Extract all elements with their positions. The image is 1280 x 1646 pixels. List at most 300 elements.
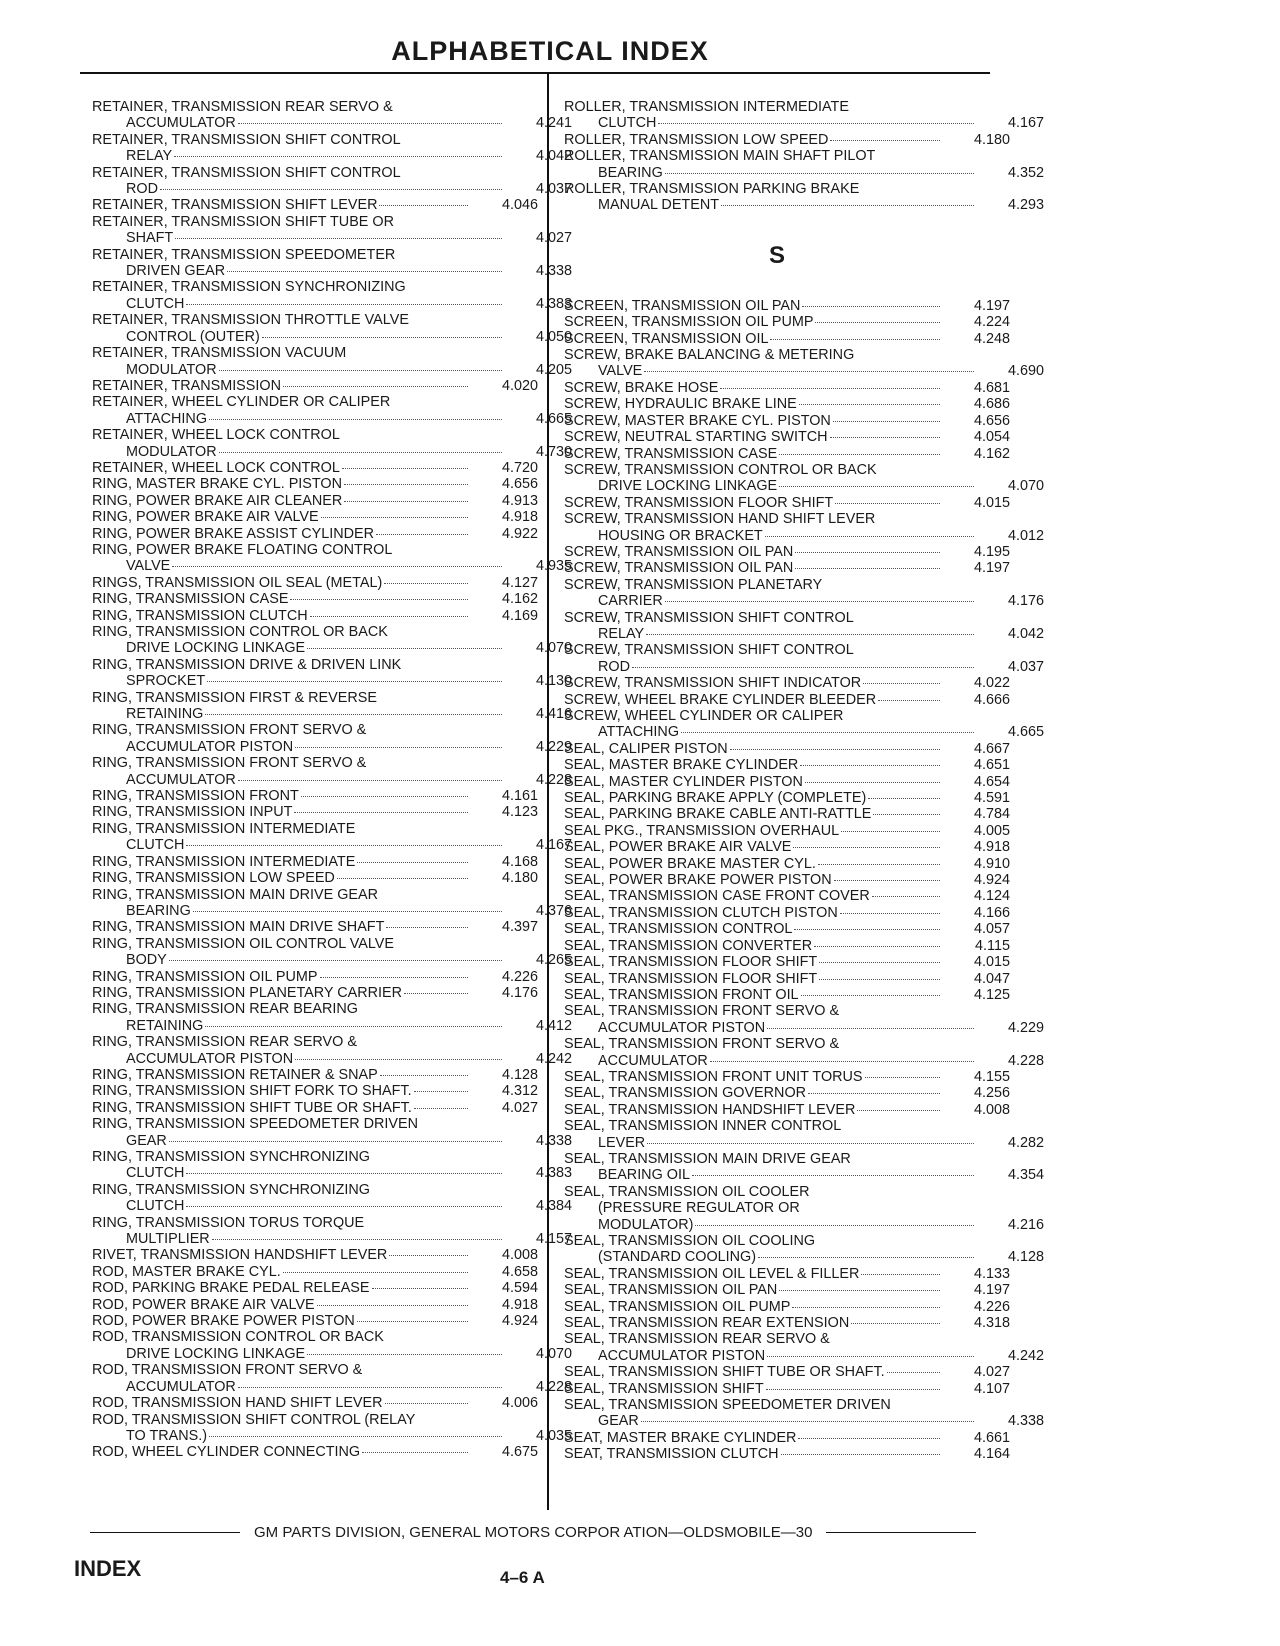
index-entry-text: SCREW, TRANSMISSION HAND SHIFT LEVER xyxy=(564,511,876,528)
index-entry xyxy=(564,938,1010,954)
index-entry-text: BODY xyxy=(126,952,167,969)
leader-dots xyxy=(730,748,940,750)
index-entry xyxy=(564,1069,1010,1085)
index-entry-text: ROD, PARKING BRAKE PEDAL RELEASE xyxy=(92,1280,370,1297)
index-entry xyxy=(92,608,538,624)
index-entry-text: RING, TRANSMISSION INPUT xyxy=(92,804,293,821)
index-entry-text: GEAR xyxy=(598,1413,639,1430)
index-entry-text: RETAINER, TRANSMISSION REAR SERVO & xyxy=(92,99,393,115)
leader-dots xyxy=(758,1256,974,1258)
footer xyxy=(90,1524,1010,1541)
index-entry-page: 4.681 xyxy=(973,379,1010,396)
index-entry-text: SEAL, TRANSMISSION FRONT UNIT TORUS xyxy=(564,1068,863,1085)
index-entry-text: ROLLER, TRANSMISSION LOW SPEED xyxy=(564,131,829,148)
index-entry xyxy=(564,971,1010,987)
leader-dots xyxy=(794,928,940,930)
index-entry-text: SCREW, NEUTRAL STARTING SWITCH xyxy=(564,429,828,446)
index-entry-page: 4.665 xyxy=(1007,724,1044,741)
index-entry xyxy=(564,495,1010,511)
index-entry-page: 4.228 xyxy=(535,771,572,788)
index-entry-text: SCREW, TRANSMISSION OIL PAN xyxy=(564,560,794,577)
index-entry-page: 4.242 xyxy=(535,1050,572,1067)
index-entry-page: 4.354 xyxy=(1007,1167,1044,1184)
leader-dots xyxy=(317,1304,468,1306)
index-entry-page: 4.338 xyxy=(535,263,572,280)
leader-dots xyxy=(830,436,940,438)
leader-dots xyxy=(658,122,974,124)
leader-dots xyxy=(238,122,502,124)
leader-dots xyxy=(295,1058,502,1060)
leader-dots xyxy=(647,1142,974,1144)
index-entry-page: 4.180 xyxy=(973,131,1010,148)
index-entry-page: 4.070 xyxy=(1007,478,1044,495)
index-entry-page: 4.913 xyxy=(501,492,538,509)
index-entry-text: DRIVEN GEAR xyxy=(126,263,226,280)
index-entry-page: 4.654 xyxy=(973,773,1010,790)
index-column-right xyxy=(564,99,1044,1463)
index-entry-page: 4.784 xyxy=(973,806,1010,823)
leader-dots xyxy=(186,303,502,305)
leader-dots xyxy=(795,551,940,553)
leader-dots xyxy=(307,1353,502,1355)
index-entry xyxy=(92,1329,572,1362)
index-entry xyxy=(564,429,1010,445)
index-entry-text: ROD, TRANSMISSION SHIFT CONTROL (RELAY xyxy=(92,1411,416,1428)
index-entry xyxy=(564,446,1010,462)
leader-dots xyxy=(372,1287,468,1289)
leader-dots xyxy=(840,912,940,914)
index-entry-text: RING, POWER BRAKE ASSIST CYLINDER xyxy=(92,525,375,542)
index-entry-page: 4.027 xyxy=(973,1364,1010,1381)
index-entry-page: 4.128 xyxy=(1007,1249,1044,1266)
index-entry-text: DRIVE LOCKING LINKAGE xyxy=(126,1345,306,1362)
index-entry-page: 4.050 xyxy=(535,328,572,345)
index-entry-page: 4.027 xyxy=(501,1099,538,1116)
leader-dots xyxy=(337,877,468,879)
index-entry-page: 4.015 xyxy=(973,954,1010,971)
index-entry-page: 4.130 xyxy=(535,673,572,690)
leader-dots xyxy=(808,1092,940,1094)
footer-rule-right xyxy=(826,1532,976,1534)
index-entry xyxy=(564,692,1010,708)
index-entry-text: SEAL, TRANSMISSION OIL PUMP xyxy=(564,1298,791,1315)
index-entry xyxy=(564,132,1010,148)
index-entry-page: 4.166 xyxy=(973,904,1010,921)
index-entry-text: RING, TRANSMISSION DRIVE & DRIVEN LINK xyxy=(92,656,402,673)
index-entry-text: SEAL, TRANSMISSION FRONT SERVO & xyxy=(564,1036,840,1053)
index-entry-page: 4.918 xyxy=(501,1296,538,1313)
index-entry-text: SEAL, TRANSMISSION OIL COOLER xyxy=(564,1183,810,1200)
index-entry-text: SCREW, TRANSMISSION CASE xyxy=(564,445,778,462)
index-entry-page: 4.661 xyxy=(973,1429,1010,1446)
index-entry xyxy=(92,854,538,870)
leader-dots xyxy=(342,467,468,469)
leader-dots xyxy=(779,485,974,487)
index-entry-text: MULTIPLIER xyxy=(126,1231,210,1248)
index-entry xyxy=(564,1315,1010,1331)
index-entry-page: 4.216 xyxy=(1007,1216,1044,1233)
leader-dots xyxy=(792,1306,940,1308)
index-entry-page: 4.180 xyxy=(501,870,538,887)
index-entry-page: 4.924 xyxy=(973,872,1010,889)
index-entry xyxy=(564,1299,1010,1315)
index-entry-page: 4.162 xyxy=(501,591,538,608)
leader-dots xyxy=(695,1224,974,1226)
leader-dots xyxy=(863,682,940,684)
leader-dots xyxy=(174,155,502,157)
index-entry xyxy=(564,642,1044,675)
leader-dots xyxy=(238,779,502,781)
index-entry-page: 4.054 xyxy=(973,429,1010,446)
index-entry-text: RETAINER, TRANSMISSION SHIFT LEVER xyxy=(92,197,378,214)
index-entry-page: 4.416 xyxy=(535,706,572,723)
index-entry-page: 4.006 xyxy=(501,1395,538,1412)
index-entry xyxy=(564,1036,1044,1069)
leader-dots xyxy=(665,172,974,174)
leader-dots xyxy=(865,1076,940,1078)
index-entry xyxy=(564,856,1010,872)
index-entry-text: RING, TRANSMISSION FRONT SERVO & xyxy=(92,755,367,772)
index-entry xyxy=(92,969,538,985)
index-entry-text: SCREW, MASTER BRAKE CYL. PISTON xyxy=(564,412,831,429)
index-entry-page: 4.037 xyxy=(1007,658,1044,675)
index-entry-page: 4.123 xyxy=(501,804,538,821)
index-entry xyxy=(564,331,1010,347)
index-entry-page: 4.910 xyxy=(973,855,1010,872)
index-entry xyxy=(92,656,572,690)
index-entry-page: 4.169 xyxy=(501,607,538,624)
index-entry-page: 4.241 xyxy=(535,115,572,132)
leader-dots xyxy=(681,731,974,733)
leader-dots xyxy=(290,598,468,600)
leader-dots xyxy=(710,1060,974,1062)
index-entry xyxy=(564,708,1044,741)
index-entry-text: ATTACHING xyxy=(126,410,208,427)
leader-dots xyxy=(362,1451,468,1453)
leader-dots xyxy=(665,600,974,602)
index-entry-text: RETAINER, TRANSMISSION THROTTLE VALVE xyxy=(92,312,409,329)
index-entry-page: 4.012 xyxy=(1007,527,1044,544)
leader-dots xyxy=(357,861,468,863)
leader-dots xyxy=(169,959,502,961)
index-entry xyxy=(92,591,538,607)
index-entry-page: 4.015 xyxy=(973,494,1010,511)
index-entry-page: 4.107 xyxy=(973,1380,1010,1397)
index-entry-page: 4.020 xyxy=(501,377,538,394)
leader-dots xyxy=(781,1453,940,1455)
index-entry-text: ACCUMULATOR PISTON xyxy=(598,1019,766,1036)
leader-dots xyxy=(802,305,940,307)
index-entry-page: 4.046 xyxy=(501,197,538,214)
index-entry xyxy=(92,509,538,525)
index-entry xyxy=(564,511,1044,544)
index-entry-text: SCREW, WHEEL CYLINDER OR CALIPER xyxy=(564,708,844,724)
index-entry xyxy=(564,1381,1010,1397)
index-entry-text: SEAL, TRANSMISSION GOVERNOR xyxy=(564,1085,807,1102)
leader-dots xyxy=(238,1386,502,1388)
index-entry xyxy=(92,1083,538,1099)
index-entry-text: SEAL, TRANSMISSION FRONT SERVO & xyxy=(564,1003,840,1020)
leader-dots xyxy=(644,370,974,372)
index-entry xyxy=(564,1282,1010,1298)
leader-dots xyxy=(414,1090,468,1092)
index-entry-text: VALVE xyxy=(126,558,171,575)
index-entry-text: RING, POWER BRAKE AIR CLEANER xyxy=(92,492,343,509)
index-entry xyxy=(564,1150,1044,1184)
leader-dots xyxy=(720,387,940,389)
leader-dots xyxy=(160,188,502,190)
index-entry xyxy=(564,823,1010,839)
index-entry xyxy=(564,790,1010,806)
leader-dots xyxy=(404,992,468,994)
index-entry xyxy=(92,164,572,198)
index-entry-page: 4.667 xyxy=(973,740,1010,757)
index-entry-page: 4.167 xyxy=(535,837,572,854)
index-entry-text: RETAINER, TRANSMISSION SHIFT CONTROL xyxy=(92,164,401,181)
index-entry-text: RING, TRANSMISSION REAR BEARING xyxy=(92,1001,359,1018)
leader-dots xyxy=(805,781,940,783)
index-entry xyxy=(92,1313,538,1329)
index-entry-text: ROD, WHEEL CYLINDER CONNECTING xyxy=(92,1444,361,1461)
index-entry-text: MODULATOR xyxy=(126,443,217,460)
leader-dots xyxy=(765,535,974,537)
index-entry-text: RING, TRANSMISSION SHIFT TUBE OR SHAFT. xyxy=(92,1099,412,1116)
leader-dots xyxy=(835,502,940,504)
leader-dots xyxy=(380,1074,468,1076)
index-entry-text: CLUTCH xyxy=(126,1165,185,1182)
index-entry-page: 4.228 xyxy=(535,1378,572,1395)
index-entry-page: 4.057 xyxy=(973,921,1010,938)
index-entry-page: 4.005 xyxy=(973,822,1010,839)
index-entry-page: 4.195 xyxy=(973,543,1010,560)
leader-dots xyxy=(819,978,940,980)
index-entry-page: 4.125 xyxy=(973,986,1010,1003)
index-entry-text: SCREEN, TRANSMISSION OIL xyxy=(564,330,769,347)
index-entry-text: SEAL, POWER BRAKE MASTER CYL. xyxy=(564,855,816,872)
index-entry xyxy=(564,99,1044,132)
leader-dots xyxy=(692,1174,974,1176)
index-entry-text: SEAL, PARKING BRAKE CABLE ANTI-RATTLE xyxy=(564,806,872,823)
index-entry-text: MODULATOR xyxy=(126,361,217,378)
index-entry-text: SCREW, TRANSMISSION CONTROL OR BACK xyxy=(564,461,877,478)
index-entry-page: 4.035 xyxy=(535,1427,572,1444)
leader-dots xyxy=(851,1322,940,1324)
index-entry-page: 4.161 xyxy=(501,788,538,805)
index-entry-text: ROLLER, TRANSMISSION INTERMEDIATE xyxy=(564,99,849,115)
index-entry xyxy=(564,314,1010,330)
index-entry xyxy=(564,461,1044,495)
index-entry-text: MANUAL DETENT xyxy=(598,197,719,214)
index-entry xyxy=(92,394,572,427)
index-entry xyxy=(92,1264,538,1280)
index-entry-page: 4.115 xyxy=(975,937,1010,954)
index-entry-text: SCREW, TRANSMISSION PLANETARY xyxy=(564,576,823,593)
index-entry-text: RING, POWER BRAKE FLOATING CONTROL xyxy=(92,541,393,558)
index-entry-page: 4.133 xyxy=(973,1265,1010,1282)
index-entry-page: 4.651 xyxy=(973,757,1010,774)
index-entry-text: RING, TRANSMISSION TORUS TORQUE xyxy=(92,1214,365,1231)
index-entry-page: 4.229 xyxy=(535,738,572,755)
leader-dots xyxy=(872,895,940,897)
index-entry xyxy=(92,788,538,804)
index-entry-page: 4.197 xyxy=(973,297,1010,314)
leader-dots xyxy=(793,846,940,848)
footer-publisher-text: GM PARTS DIVISION, GENERAL MOTORS CORPOR ATION—OLDSMOBILE—30 xyxy=(254,1524,813,1541)
leader-dots xyxy=(205,713,502,715)
index-entry xyxy=(92,1444,538,1460)
leader-dots xyxy=(212,1238,502,1240)
index-entry xyxy=(564,1364,1010,1380)
index-entry-page: 4.918 xyxy=(973,839,1010,856)
index-entry-text: RETAINER, TRANSMISSION SYNCHRONIZING xyxy=(92,279,406,296)
index-entry-text: RING, TRANSMISSION LOW SPEED xyxy=(92,870,335,887)
index-entry-text: ROD xyxy=(598,658,630,675)
index-entry xyxy=(564,413,1010,429)
index-entry-text: RINGS, TRANSMISSION OIL SEAL (METAL) xyxy=(92,574,383,591)
index-entry-page: 4.338 xyxy=(1007,1413,1044,1430)
leader-dots xyxy=(861,1273,940,1275)
index-entry-page: 4.690 xyxy=(1007,363,1044,380)
index-entry xyxy=(92,985,538,1001)
index-entry-text: SEAL, TRANSMISSION HANDSHIFT LEVER xyxy=(564,1101,856,1118)
index-entry-text: CARRIER xyxy=(598,593,663,610)
index-entry-page: 4.924 xyxy=(501,1313,538,1330)
leader-dots xyxy=(307,647,502,649)
index-list-s xyxy=(564,297,1044,1463)
index-entry-text: DRIVE LOCKING LINKAGE xyxy=(126,640,306,657)
index-entry-text: RING, TRANSMISSION FRONT xyxy=(92,788,299,805)
leader-dots xyxy=(766,1388,940,1390)
index-entry-text: ACCUMULATOR PISTON xyxy=(126,738,294,755)
index-entry-text: ATTACHING xyxy=(598,724,680,741)
index-entry xyxy=(92,476,538,492)
index-entry-text: SEAL, TRANSMISSION OIL PAN xyxy=(564,1282,778,1299)
index-entry-page: 4.248 xyxy=(973,330,1010,347)
index-entry xyxy=(92,1034,572,1067)
leader-dots xyxy=(321,516,468,518)
index-entry xyxy=(92,624,572,657)
index-entry-text: SEAL, TRANSMISSION SHIFT xyxy=(564,1380,764,1397)
leader-dots xyxy=(320,976,469,978)
index-entry-text: SEAL, TRANSMISSION CASE FRONT COVER xyxy=(564,888,870,905)
leader-dots xyxy=(779,453,940,455)
index-entry-page: 4.412 xyxy=(535,1017,572,1034)
index-entry-page: 4.022 xyxy=(973,675,1010,692)
index-entry xyxy=(564,148,1044,181)
index-entry-text: BEARING OIL xyxy=(598,1167,690,1184)
index-entry-page: 4.162 xyxy=(973,445,1010,462)
index-entry-text: SEAT, MASTER BRAKE CYLINDER xyxy=(564,1429,797,1446)
index-entry-text: RETAINING xyxy=(126,1017,204,1034)
index-entry-text: SCREW, HYDRAULIC BRAKE LINE xyxy=(564,396,797,413)
index-entry-page: 4.197 xyxy=(973,1282,1010,1299)
index-entry-text: RETAINER, WHEEL LOCK CONTROL xyxy=(92,459,340,476)
index-entry-text: RELAY xyxy=(598,625,645,642)
leader-dots xyxy=(868,797,940,799)
index-entry xyxy=(92,493,538,509)
index-entry-text: RING, MASTER BRAKE CYL. PISTON xyxy=(92,476,343,493)
index-entry xyxy=(564,872,1010,888)
index-entry-page: 4.042 xyxy=(535,148,572,165)
index-entry-text: SEAL, CALIPER PISTON xyxy=(564,740,728,757)
index-entry-page: 4.720 xyxy=(501,459,538,476)
index-entry xyxy=(92,197,538,213)
index-entry-text: SCREW, TRANSMISSION SHIFT CONTROL xyxy=(564,642,854,659)
index-entry-text: ROD, MASTER BRAKE CYL. xyxy=(92,1263,281,1280)
leader-dots xyxy=(873,813,940,815)
index-entry xyxy=(92,312,572,345)
index-entry xyxy=(564,396,1010,412)
index-entry-text: ROLLER, TRANSMISSION PARKING BRAKE xyxy=(564,181,860,198)
index-entry xyxy=(92,935,572,969)
index-entry-page: 4.070 xyxy=(535,1345,572,1362)
index-entry xyxy=(564,1430,1010,1446)
index-entry-page: 4.027 xyxy=(535,230,572,247)
index-entry-text: SEAL PKG., TRANSMISSION OVERHAUL xyxy=(564,822,840,839)
index-entry xyxy=(92,1214,572,1248)
index-entry-page: 4.176 xyxy=(1007,593,1044,610)
leader-dots xyxy=(819,961,940,963)
index-entry-page: 4.128 xyxy=(501,1066,538,1083)
index-entry-page: 4.164 xyxy=(973,1446,1010,1463)
index-entry xyxy=(92,541,572,575)
index-entry-page: 4.318 xyxy=(973,1315,1010,1332)
index-entry xyxy=(564,954,1010,970)
index-entry-page: 4.176 xyxy=(501,984,538,1001)
index-entry-text: RETAINER, WHEEL LOCK CONTROL xyxy=(92,427,340,444)
leader-dots xyxy=(205,1025,502,1027)
index-entry-text: SEAL, TRANSMISSION FLOOR SHIFT xyxy=(564,970,818,987)
index-entry xyxy=(92,820,572,854)
leader-dots xyxy=(294,811,468,813)
leader-dots xyxy=(295,746,502,748)
leader-dots xyxy=(175,237,502,239)
index-entry xyxy=(92,1100,538,1116)
index-entry xyxy=(564,1446,1010,1462)
index-entry-text: RING, TRANSMISSION REAR SERVO & xyxy=(92,1034,357,1051)
index-entry-page: 4.226 xyxy=(973,1298,1010,1315)
index-entry-text: (PRESSURE REGULATOR OR xyxy=(598,1200,800,1217)
index-entry-text: RETAINER, TRANSMISSION VACUUM xyxy=(92,345,347,362)
index-entry-text: SCREW, TRANSMISSION SHIFT CONTROL xyxy=(564,609,854,626)
index-entry-page: 4.918 xyxy=(501,509,538,526)
index-entry-text: SPROCKET xyxy=(126,673,206,690)
index-entry-page: 4.665 xyxy=(535,410,572,427)
index-entry-page: 4.042 xyxy=(1007,625,1044,642)
index-entry-text: SEAT, TRANSMISSION CLUTCH xyxy=(564,1446,779,1463)
index-entry-text: RING, TRANSMISSION CLUTCH xyxy=(92,607,308,624)
index-entry-page: 4.256 xyxy=(973,1085,1010,1102)
index-entry-text: RING, TRANSMISSION SYNCHRONIZING xyxy=(92,1149,370,1165)
index-entry-page: 4.384 xyxy=(535,1198,572,1215)
index-entry-page: 4.312 xyxy=(501,1083,538,1100)
index-entry-page: 4.594 xyxy=(501,1280,538,1297)
index-entry xyxy=(92,1116,572,1149)
index-entry-page: 4.656 xyxy=(501,476,538,493)
index-entry xyxy=(92,1362,572,1395)
index-entry-text: CONTROL (OUTER) xyxy=(126,328,260,345)
index-entry-text: RETAINER, TRANSMISSION xyxy=(92,377,281,394)
index-entry-text: SHAFT xyxy=(126,230,174,247)
index-entry-text: TO TRANS.) xyxy=(126,1427,208,1444)
index-entry xyxy=(92,213,572,247)
index-entry xyxy=(564,1331,1044,1364)
index-entry-text: ROD, POWER BRAKE POWER PISTON xyxy=(92,1313,355,1330)
leader-dots xyxy=(385,1402,468,1404)
leader-dots xyxy=(193,910,502,912)
index-entry-text: SEAL, TRANSMISSION FRONT OIL xyxy=(564,986,799,1003)
index-entry-text: DRIVE LOCKING LINKAGE xyxy=(598,478,778,495)
